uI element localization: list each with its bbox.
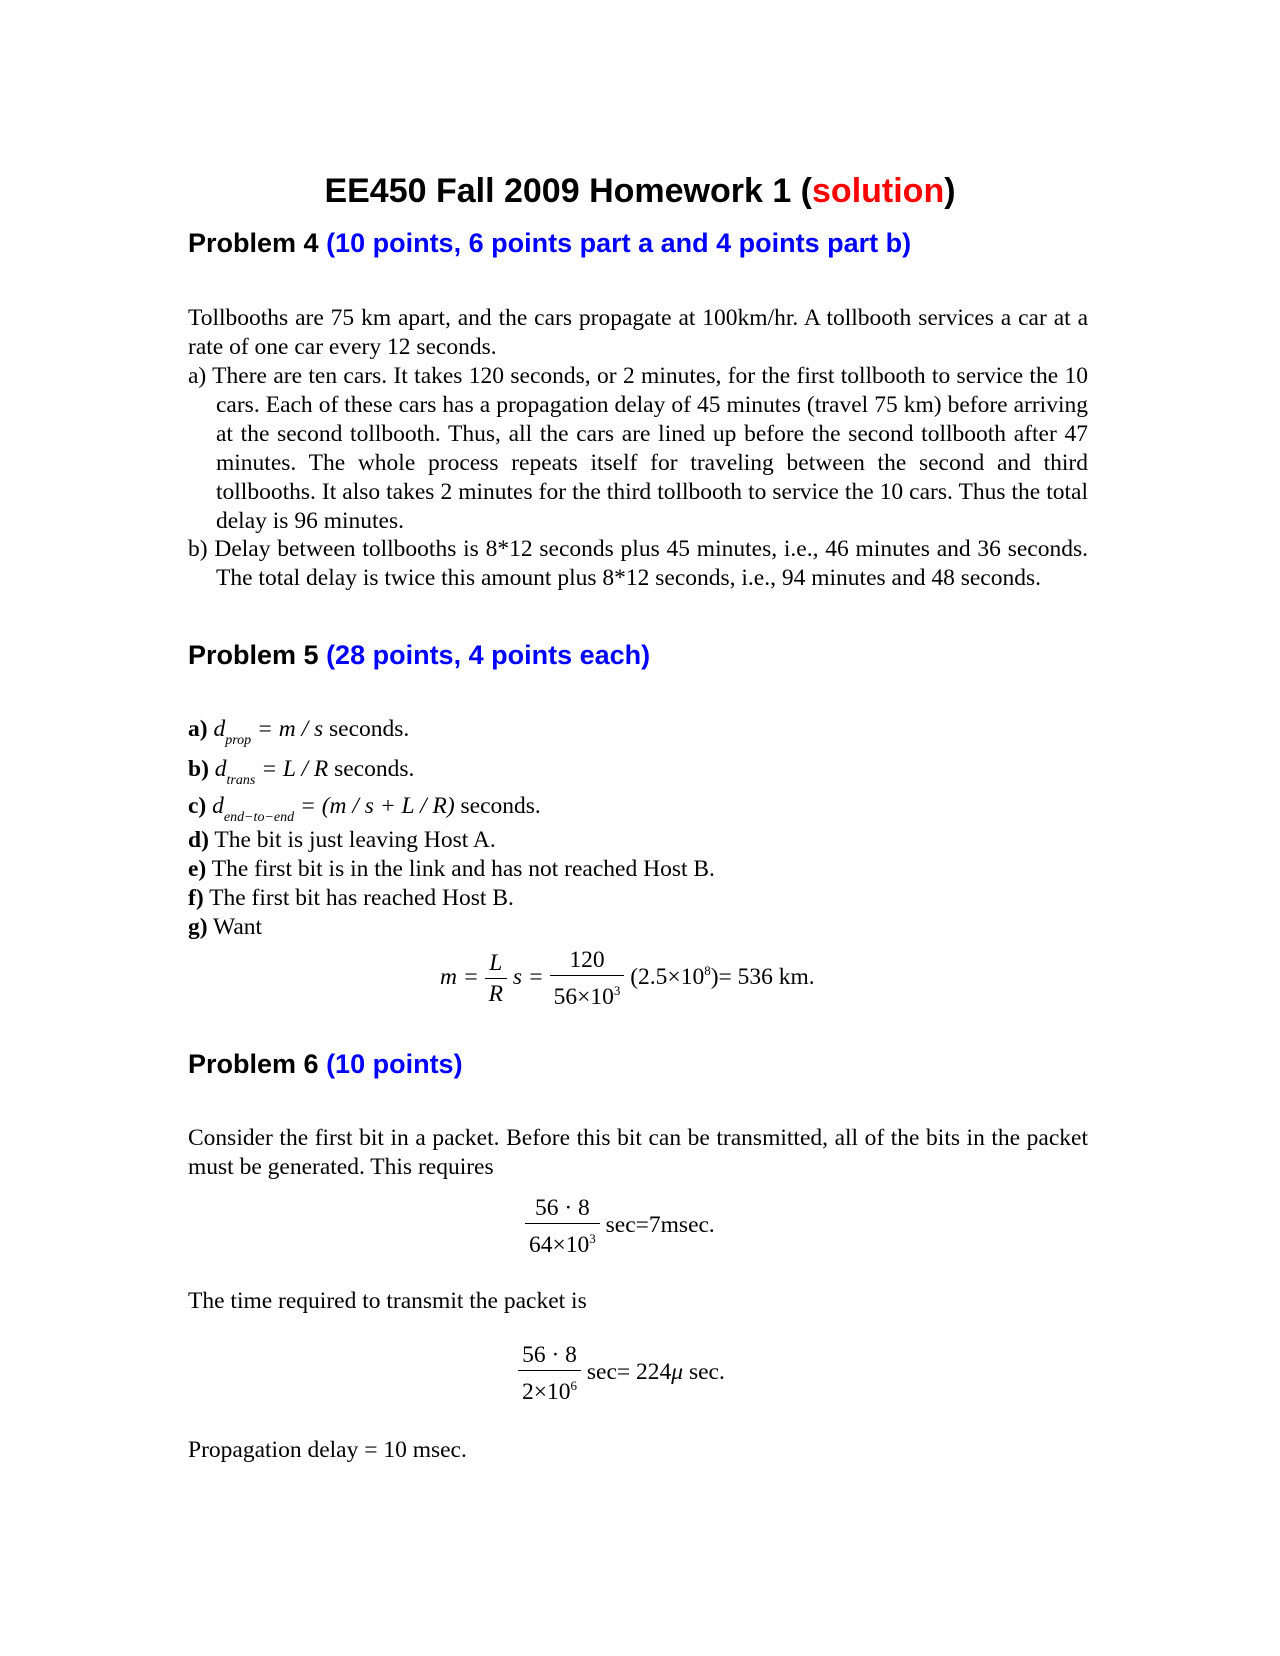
prop-expression: = m / s: [257, 716, 324, 742]
title-text: EE450 Fall 2009 Homework 1 (: [324, 172, 813, 210]
fraction-l-over-r: [485, 948, 507, 1009]
problem-4-part-b: b) Delay between tollbooths is 8*12 seconds plus 45 minutes, i.e., 46 minutes and 36 seconds. The total delay is twice this amount plus 8*12 seconds, i.e., 94 minutes and 48 seconds.: [188, 536, 1088, 591]
fraction-transmission: [518, 1340, 581, 1407]
problem-5-points: (28 points, 4 points each): [326, 640, 651, 670]
fraction-120-over-56e3: [550, 945, 625, 1012]
denominator-base: 56×10: [553, 984, 614, 1010]
eq-lhs: m =: [440, 963, 479, 990]
problem-5-part-a: [188, 716, 409, 749]
fraction-numerator: 56 · 8: [525, 1193, 600, 1224]
problem-6-intro: Consider the first bit in a packet. Before this bit can be transmitted, all of the bits in the packet must be generated. This requires: [188, 1125, 1088, 1180]
eq-rhs: )= 536 km.: [710, 963, 815, 990]
mu-symbol: μ: [671, 1358, 684, 1385]
transmission-result: sec= 224: [586, 1358, 672, 1385]
part-c-label: c): [188, 793, 207, 819]
end-to-end-expression: = (m / s + L / R): [299, 793, 455, 819]
problem-5-label: Problem 5: [188, 640, 319, 670]
part-b-label: b): [188, 756, 209, 782]
page-title: [0, 172, 1280, 211]
fraction-denominator: [525, 1224, 600, 1260]
part-e-label: e): [188, 856, 207, 882]
denominator-base: 64×10: [529, 1232, 590, 1258]
fraction-denominator: R: [488, 981, 503, 1007]
fraction-denominator: [550, 976, 625, 1012]
problem-4-heading: [188, 228, 911, 259]
part-g-label: g): [188, 914, 208, 940]
transmission-time-equation: [518, 1340, 725, 1407]
end-to-end-subscript: end−to−end: [223, 810, 295, 825]
transmit-time-text: The time required to transmit the packet is: [188, 1288, 587, 1314]
part-a-label: a): [188, 716, 208, 742]
prop-subscript: prop: [225, 733, 252, 748]
denominator-exponent: 6: [570, 1378, 578, 1393]
problem-5-part-f: [188, 885, 514, 912]
part-b-unit: seconds.: [334, 756, 415, 782]
problem-4-part-a: a) There are ten cars. It takes 120 seconds, or 2 minutes, for the first tollbooth to service the 10 cars. Each of these cars has a propagation delay of 45 minutes (travel 75 km) before arriving at the second tollbooth. Thus, all the cars are lined up before the second tollbooth after 47 minutes. The whole process repeats itself for traveling between the second and third tollbooths. It also takes 2 minutes for the third tollbooth to service the 10 cars. Thus the total delay is 96 minutes.: [188, 363, 1088, 534]
denominator-base: 2×10: [522, 1379, 571, 1405]
trans-expression: = L / R: [261, 756, 329, 782]
problem-6-points: (10 points): [326, 1049, 463, 1079]
eq-mid: s =: [512, 963, 544, 990]
d-symbol: d: [212, 793, 224, 819]
problem-4-label: Problem 4: [188, 228, 319, 258]
title-close: ): [944, 172, 956, 210]
eq-paren: (2.5×10: [630, 963, 705, 990]
problem-4-intro: Tollbooths are 75 km apart, and the cars propagate at 100km/hr. A tollbooth services a car at a rate of one car every 12 seconds.: [188, 305, 1088, 360]
problem-5-part-d: [188, 827, 496, 854]
title-solution-highlight: solution: [812, 172, 945, 210]
problem-6-heading: [188, 1049, 463, 1080]
part-d-text: The bit is just leaving Host A.: [214, 827, 496, 853]
problem-5-part-c: [188, 793, 541, 826]
part-e-text: The first bit is in the link and has not reached Host B.: [211, 856, 715, 882]
fraction-numerator: L: [485, 948, 507, 979]
denominator-exponent: 3: [613, 983, 621, 998]
problem-5-equation: [440, 945, 815, 1012]
d-symbol: d: [213, 716, 226, 742]
generation-time-equation: [525, 1193, 715, 1260]
part-f-text: The first bit has reached Host B.: [209, 885, 514, 911]
denominator-exponent: 3: [589, 1231, 596, 1246]
d-symbol: d: [214, 756, 227, 782]
problem-6-label: Problem 6: [188, 1049, 319, 1079]
generation-result: sec=7msec.: [605, 1211, 715, 1238]
fraction-numerator: 56 · 8: [518, 1340, 581, 1371]
problem-5-heading: [188, 640, 650, 671]
fraction-numerator: 120: [550, 945, 625, 976]
part-g-text: Want: [213, 914, 263, 940]
trans-subscript: trans: [226, 773, 256, 788]
problem-5-part-g: [188, 914, 262, 941]
part-d-label: d): [188, 827, 209, 853]
fraction-denominator: [518, 1371, 581, 1407]
paren-exponent: 8: [704, 962, 711, 978]
fraction-generation: [525, 1193, 600, 1260]
part-c-unit: seconds.: [460, 793, 541, 819]
part-f-label: f): [188, 885, 204, 911]
problem-4-points: (10 points, 6 points part a and 4 points part b): [326, 228, 912, 258]
transmission-unit: sec.: [688, 1358, 725, 1385]
problem-5-part-b: [188, 756, 414, 789]
part-a-unit: seconds.: [329, 716, 410, 742]
propagation-delay-text: Propagation delay = 10 msec.: [188, 1437, 467, 1463]
problem-5-part-e: [188, 856, 715, 883]
